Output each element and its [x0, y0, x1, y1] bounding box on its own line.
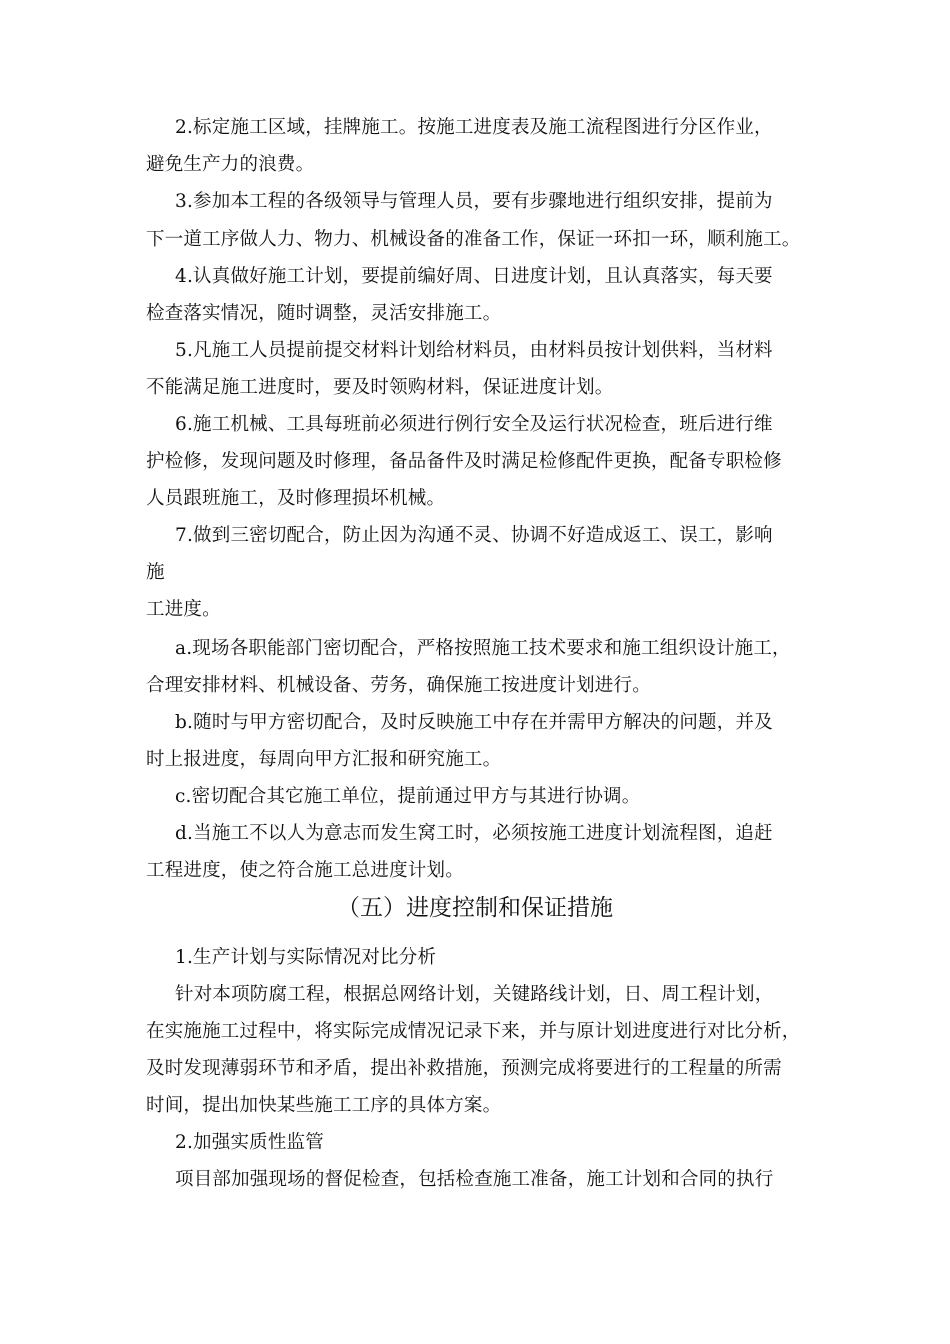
text-line: 2.标定施工区域，挂牌施工。按施工进度表及施工流程图进行分区作业，: [175, 117, 773, 138]
text-line: 3.参加本工程的各级领导与管理人员，要有步骤地进行组织安排，提前为: [175, 191, 773, 212]
text-line: 6.施工机械、工具每班前必须进行例行安全及运行状况检查，班后进行维: [175, 414, 773, 435]
text-line: 施: [146, 562, 165, 583]
text-line: 1.生产计划与实际情况对比分析: [175, 947, 437, 968]
text-line: 工进度。: [146, 599, 221, 620]
text-line: 项目部加强现场的督促检查，包括检查施工准备，施工计划和合同的执行: [175, 1169, 774, 1190]
text-line: 工程进度，使之符合施工总进度计划。: [146, 860, 464, 881]
text-line: 2.加强实质性监管: [175, 1132, 324, 1153]
text-line: 4.认真做好施工计划，要提前编好周、日进度计划，且认真落实，每天要: [175, 266, 773, 287]
text-line: 不能满足施工进度时，要及时领购材料，保证进度计划。: [146, 377, 614, 398]
text-line: 在实施施工过程中，将实际完成情况记录下来，并与原计划进度进行对比分析，: [146, 1021, 801, 1042]
text-line: 时间，提出加快某些施工工序的具体方案。: [146, 1095, 502, 1116]
text-line: 及时发现薄弱环节和矛盾，提出补救措施，预测完成将要进行的工程量的所需: [146, 1058, 782, 1079]
text-line: b.随时与甲方密切配合，及时反映施工中存在并需甲方解决的问题，并及: [175, 712, 773, 733]
text-line: 7.做到三密切配合，防止因为沟通不灵、协调不好造成返工、误工，影响: [175, 525, 773, 546]
text-line: 针对本项防腐工程，根据总网络计划，关键路线计划，日、周工程计划，: [175, 984, 774, 1005]
text-line: 避免生产力的浪费。: [146, 154, 315, 175]
text-line: 护检修，发现问题及时修理，备品备件及时满足检修配件更换，配备专职检修: [146, 451, 782, 472]
text-line: 人员跟班施工，及时修理损坏机械。: [146, 488, 446, 509]
text-line: 检查落实情况，随时调整，灵活安排施工。: [146, 303, 502, 324]
text-line: 合理安排材料、机械设备、劳务，确保施工按进度计划进行。: [146, 675, 651, 696]
text-line: 下一道工序做人力、物力、机械设备的准备工作，保证一环扣一环，顺利施工。: [146, 229, 801, 250]
text-line: 5.凡施工人员提前提交材料计划给材料员，由材料员按计划供料，当材料: [175, 340, 773, 361]
text-line: d.当施工不以人为意志而发生窝工时，必须按施工进度计划流程图，追赶: [175, 823, 773, 844]
text-line: 时上报进度，每周向甲方汇报和研究施工。: [146, 749, 502, 770]
text-line: a.现场各职能部门密切配合，严格按照施工技术要求和施工组织设计施工，: [175, 638, 791, 659]
section-heading: （五）进度控制和保证措施: [337, 895, 613, 921]
text-line: c.密切配合其它施工单位，提前通过甲方与其进行协调。: [175, 786, 641, 807]
